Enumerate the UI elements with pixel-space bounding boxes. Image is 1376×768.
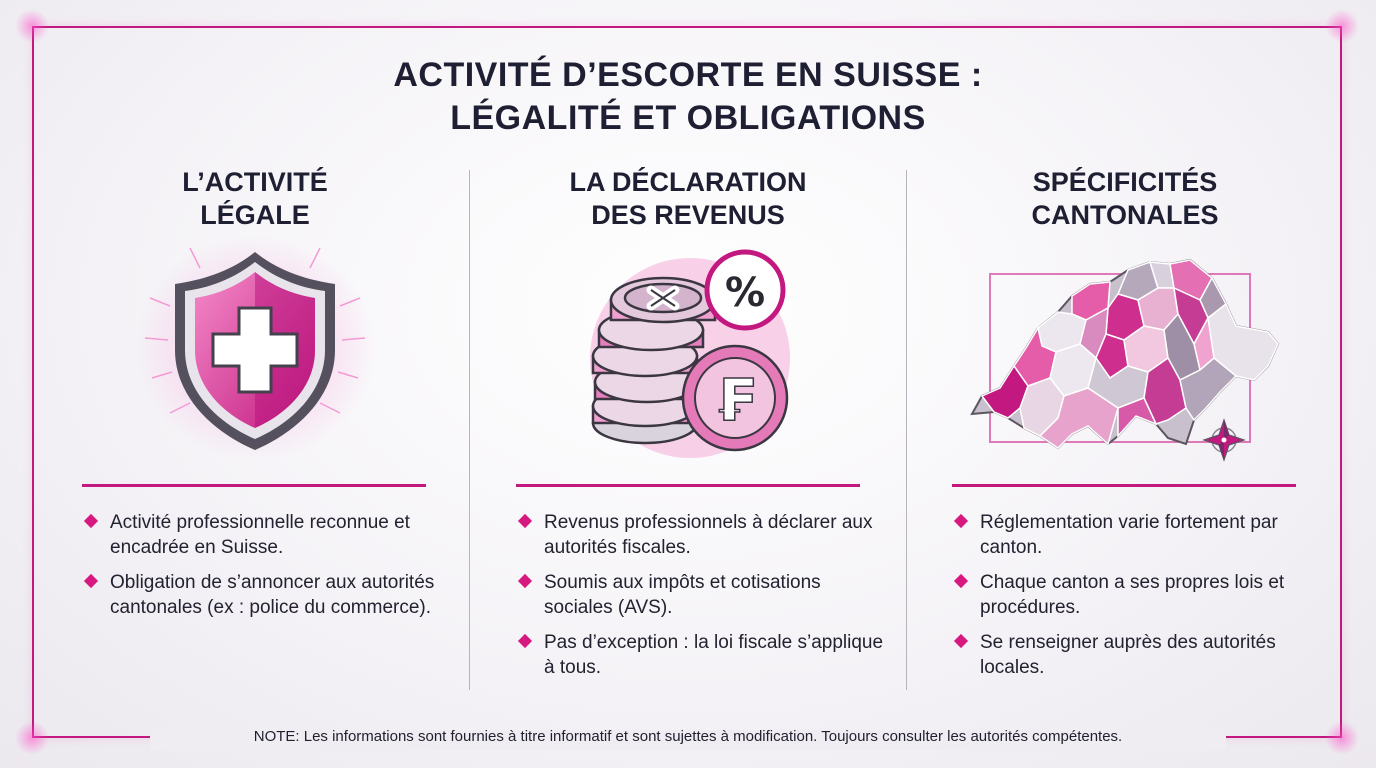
column-divider xyxy=(469,170,470,690)
bullet-list-revenue xyxy=(518,510,888,690)
list-item-text: Activité professionnelle reconnue et encadrée en Suisse. xyxy=(110,512,410,558)
list-item-text: Chaque canton a ses propres lois et procédures. xyxy=(980,572,1285,618)
column-title-line-1: SPÉCIFICITÉS xyxy=(1032,167,1218,197)
column-title-revenue xyxy=(533,166,843,232)
list-item-text: Obligation de s’annoncer aux autorités cantonales (ex : police du commerce). xyxy=(110,572,435,618)
list-item-text: Pas d’exception : la loi fiscale s’applique à tous. xyxy=(544,632,884,678)
percent-symbol: % xyxy=(724,270,766,316)
diamond-bullet-icon xyxy=(518,634,532,648)
list-item xyxy=(954,570,1324,620)
list-item-text: Réglementation varie fortement par canton. xyxy=(980,512,1278,558)
list-item-text: Se renseigner auprès des autorités locales. xyxy=(980,632,1276,678)
list-item-text: Soumis aux impôts et cotisations sociales (AVS). xyxy=(544,572,821,618)
coins-percent-icon xyxy=(575,248,805,468)
column-title-line-2: CANTONALES xyxy=(1031,200,1219,230)
list-item xyxy=(518,570,888,620)
diamond-bullet-icon xyxy=(954,514,968,528)
list-item xyxy=(84,570,454,620)
diamond-bullet-icon xyxy=(954,574,968,588)
list-item xyxy=(954,510,1324,560)
column-divider xyxy=(906,170,907,690)
footer-note: NOTE: Les informations sont fournies à titre informatif et sont sujettes à modification. Toujours consulter les autorités compétentes. xyxy=(253,728,1123,745)
franc-symbol: ₣ xyxy=(714,366,756,434)
list-item xyxy=(518,510,888,560)
diamond-bullet-icon xyxy=(84,514,98,528)
list-item xyxy=(954,630,1324,680)
switzerland-map-icon xyxy=(968,248,1283,470)
bullet-list-cantonal xyxy=(954,510,1324,690)
column-title-line-2: DES REVENUS xyxy=(591,200,785,230)
column-title-line-1: LA DÉCLARATION xyxy=(569,167,807,197)
corner-glow xyxy=(15,9,49,43)
column-rule xyxy=(952,484,1296,487)
diamond-bullet-icon xyxy=(518,514,532,528)
column-rule xyxy=(82,484,426,487)
bullet-list-legal xyxy=(84,510,454,630)
diamond-bullet-icon xyxy=(954,634,968,648)
page-title-line-1: ACTIVITÉ D’ESCORTE EN SUISSE : xyxy=(393,56,983,94)
column-title-line-2: LÉGALE xyxy=(200,200,310,230)
column-rule xyxy=(516,484,860,487)
column-title-legal xyxy=(100,166,410,232)
diamond-bullet-icon xyxy=(84,574,98,588)
diamond-bullet-icon xyxy=(518,574,532,588)
page-title-line-2: LÉGALITÉ ET OBLIGATIONS xyxy=(450,99,926,137)
list-item-text: Revenus professionnels à déclarer aux autorités fiscales. xyxy=(544,512,873,558)
list-item xyxy=(518,630,888,680)
page-title xyxy=(0,54,1376,140)
list-item xyxy=(84,510,454,560)
column-title-line-1: L’ACTIVITÉ xyxy=(182,167,328,197)
column-title-cantonal xyxy=(970,166,1280,232)
shield-cross-icon xyxy=(130,238,380,468)
corner-glow xyxy=(1325,9,1359,43)
